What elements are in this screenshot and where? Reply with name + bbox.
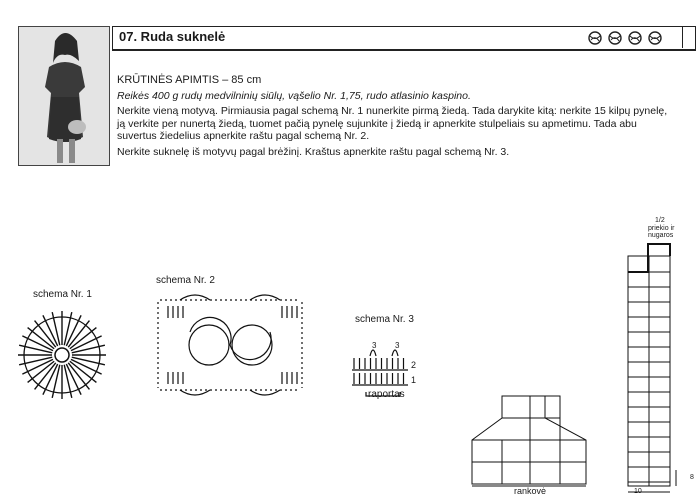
schema-1-diagram xyxy=(18,311,106,399)
body-width-dimension: 10 xyxy=(634,488,642,495)
pattern-description xyxy=(117,74,677,161)
schema-1-label: schema Nr. 1 xyxy=(33,289,92,300)
body-label-fraction: 1/2 xyxy=(655,217,665,224)
materials-text: Reikės 400 g rudų medvilninių siūlų, vąšelio Nr. 1,75, rudo atlasinio kaspino. xyxy=(117,89,471,102)
yarn-ball-icon xyxy=(629,32,641,44)
body-side-dimension: 8 xyxy=(690,474,694,481)
difficulty-rating xyxy=(587,30,667,51)
sleeve-diagram xyxy=(472,396,586,486)
schema-3-label: schema Nr. 3 xyxy=(355,314,414,325)
schema-2-diagram xyxy=(158,295,302,395)
schema-3-row-1: 1 xyxy=(411,375,417,385)
raportas-label: raportas xyxy=(368,389,405,400)
sleeve-label: rankovė xyxy=(514,486,547,496)
instructions-paragraph-1: Nerkite vieną motyvą. Pirmiausia pagal schemą Nr. 1 nunerkite pirmą žiedą. Tada darykite kitą: nerkite 15 kilpų pynelę, ją verkite per nunertą žiedą, tuomet pačią pynelę sujunkite į žiedą ir apnerkite stulpeliais su apmetimu. Tada abu suvertus žiedelius apnerkite raštu pagal schemą Nr. 2. xyxy=(117,105,668,142)
body-grid-diagram xyxy=(628,244,676,492)
schema-3-row-2: 2 xyxy=(411,360,417,370)
yarn-ball-icon xyxy=(589,32,601,44)
bust-size: KRŪTINĖS APIMTIS – 85 cm xyxy=(117,74,262,86)
yarn-ball-icon xyxy=(649,32,661,44)
body-label-line-2: nugaros xyxy=(648,232,674,239)
instructions-paragraph-2: Nerkite suknelę iš motyvų pagal brėžinį. Kraštus apnerkite raštu pagal schemą Nr. 3. xyxy=(117,145,510,158)
header-edge-mark xyxy=(682,27,695,48)
body-label-line-1: priekio ir xyxy=(648,225,675,232)
model-image xyxy=(19,27,109,165)
schema-3-loop-count-b: 3 xyxy=(395,341,400,350)
yarn-ball-icon xyxy=(609,32,621,44)
pattern-header xyxy=(112,26,696,51)
dress-photo xyxy=(18,26,110,166)
schema-3-loop-count-a: 3 xyxy=(372,341,377,350)
schema-2-label: schema Nr. 2 xyxy=(156,275,215,286)
pattern-title: 07. Ruda suknelė xyxy=(119,29,226,44)
